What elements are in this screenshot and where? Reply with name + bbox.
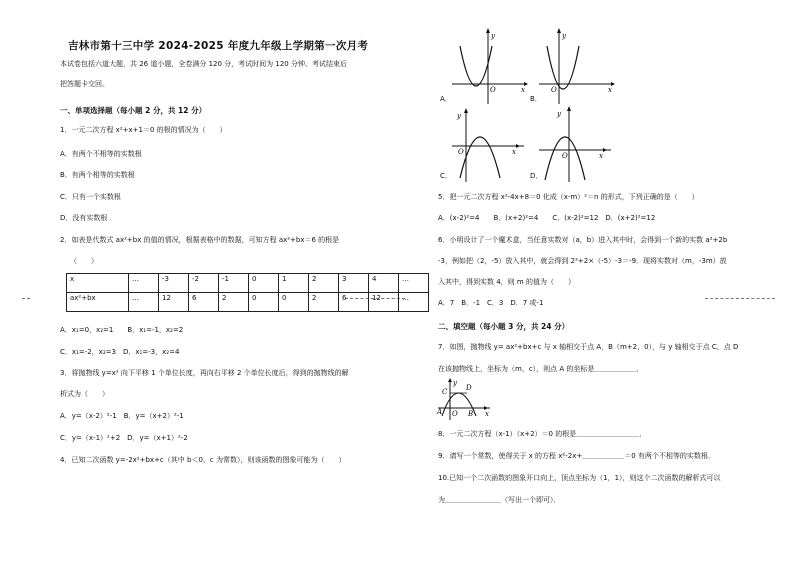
exam-title: 吉林市第十三中学 2024-2025 年度九年级上学期第一次月考 [68,40,369,52]
table-row [67,293,429,312]
question-1-option-d: D．没有实数根 [60,214,108,222]
fig-label-y: y [453,379,457,387]
question-5-options: A．(x-2)²=4 B．(x+2)²=4 C．(x-2)²=12 D．(x+2)²=12 [438,214,656,222]
question-7-line-2: 在该抛物线上，坐标为（m，c），则点 A 的坐标是＿＿＿＿＿＿． [438,365,644,373]
graph-d-label: D． [530,172,543,180]
axis-x-label: x [512,148,516,156]
table-cell: 0 [249,274,279,293]
table-cell: 3 [339,274,369,293]
question-2-paren: （ ） [70,257,98,265]
origin-label: O [458,148,464,156]
fig-label-o: O [452,410,458,418]
table-cell: -2 [189,274,219,293]
question-3: 3．将抛物线 y=x² 向下平移 1 个单位长度，再向右平移 2 个单位长度后，得到的抛物线的解 [60,369,349,377]
question-6: 6．小明设计了一个魔术盒，当任意实数对（a，b）进入其中时，会得到一个新的实数 a²+2b [438,236,728,244]
question-1-option-c: C．只有一个实数根 [60,193,121,201]
question-2-options-ab: A．x₁=0，x₂=1 B．x₁=-1，x₂=2 [60,326,184,334]
graph-c-label: C． [440,172,452,180]
table-cell: 2 [309,274,339,293]
fig-label-d: D [466,384,472,392]
table-cell: 4 [369,274,399,293]
value-table [66,273,429,312]
table-cell: 6 [339,293,369,312]
axis-y-label: y [557,110,561,118]
fold-line-left [22,298,30,299]
origin-label: O [562,152,568,160]
table-cell: 12 [369,293,399,312]
table-cell: 6 [189,293,219,312]
question-5: 5．把一元二次方程 x²-4x+8＝0 化成（x-m）²＝n 的形式，下列正确的是（ ） [438,193,699,201]
question-4: 4．已知二次函数 y=-2x²+bx+c（其中 b＜0，c 为常数），则该函数的图象可能为（ ） [60,456,346,464]
fold-line-right [705,298,775,299]
table-cell: -1 [219,274,249,293]
section-1-heading: 一、单项选择题（每小题 2 分，共 12 分） [60,106,207,115]
question-1: 1．一元二次方程 x²+x+1＝0 的根的情况为（ ） [60,126,227,134]
question-6-line-3: 入其中，得到实数 4，则 m 的值为（ ） [438,278,575,286]
question-3-cont: 析式为（ ） [60,390,109,398]
table-cell: … [129,293,159,312]
graph-d [535,106,615,182]
question-1-option-a: A．有两个不相等的实数根 [60,150,142,158]
axis-x-label: x [608,86,612,94]
question-7: 7．如图，抛物线 y= ax²+bx+c 与 x 轴相交于点 A，B（m+2，0），与 y 轴相交于点 C，点 D [438,343,739,351]
axis-y-label: y [562,32,566,40]
table-cell: … [399,274,429,293]
question-2: 2．如表是代数式 ax²+bx 的值的情况，根据表格中的数据，可知方程 ax²+bx＝6 的根是 [60,236,340,244]
question-10: 10.已知一个二次函数的图象开口向上，顶点坐标为（1，1），则这个二次函数的解析式可以 [438,474,721,482]
question-7-figure [436,378,492,420]
question-10-line-2: 为＿＿＿＿＿＿＿＿（写出一个即可）． [438,496,561,504]
question-9: 9．请写一个常数，使得关于 x 的方程 x²-2x+＿＿＿＿＿＿＝0 有两个不相等的实数根． [438,452,715,460]
question-3-options-ab: A．y=（x-2）²-1 B．y=（x+2）²-1 [60,412,184,420]
instructions-line-2: 把答题卡交回。 [60,80,109,88]
fig-label-b: B [468,410,474,418]
fig-label-c: C [442,388,448,396]
table-cell: -3 [159,274,189,293]
axis-y-label: y [457,112,461,120]
table-cell: 0 [249,293,279,312]
axis-x-label: x [599,152,603,160]
table-cell: … [129,274,159,293]
table-cell: 2 [219,293,249,312]
table-cell: ax²+bx [67,293,129,312]
fig-label-a: A [437,408,443,416]
table-cell: … [399,293,429,312]
table-row [67,274,429,293]
fig-label-x: x [485,410,489,418]
table-cell: x [67,274,129,293]
table-cell: 2 [309,293,339,312]
graph-a-label: A． [440,95,452,103]
question-8: 8．一元二次方程（x-1）（x+2）＝0 的根是＿＿＿＿＿＿＿＿＿． [438,430,647,438]
graph-a [448,26,528,106]
origin-label: O [490,86,496,94]
origin-label: O [551,86,557,94]
table-cell: 12 [159,293,189,312]
question-1-option-b: B．有两个相等的实数根 [60,171,135,179]
question-3-options-cd: C．y=（x-1）²+2 D．y=（x+1）²-2 [60,434,188,442]
section-2-heading: 二、填空题（每小题 3 分，共 24 分） [438,322,570,331]
question-2-options-cd: C．x₁=-2，x₂=3 D．x₁=-3，x₂=4 [60,348,180,356]
question-6-line-2: -3，例如把（2，-5）放入其中，就会得到 2²+2×（-5）-3＝-9．现将实数对（m，-3m）放 [438,257,727,265]
instructions-line-1: 本试卷包括六道大题，共 26 道小题，全卷满分 120 分，考试时间为 120 分钟。考试结束后 [60,60,347,68]
graph-c [448,106,528,182]
axis-y-label: y [491,32,495,40]
table-cell: 1 [279,274,309,293]
question-6-options: A．7 B．-1 C．3 D．7 或-1 [438,299,544,307]
graph-b-label: B． [530,95,542,103]
axis-x-label: x [521,86,525,94]
graph-b [535,26,615,106]
table-cell: 0 [279,293,309,312]
